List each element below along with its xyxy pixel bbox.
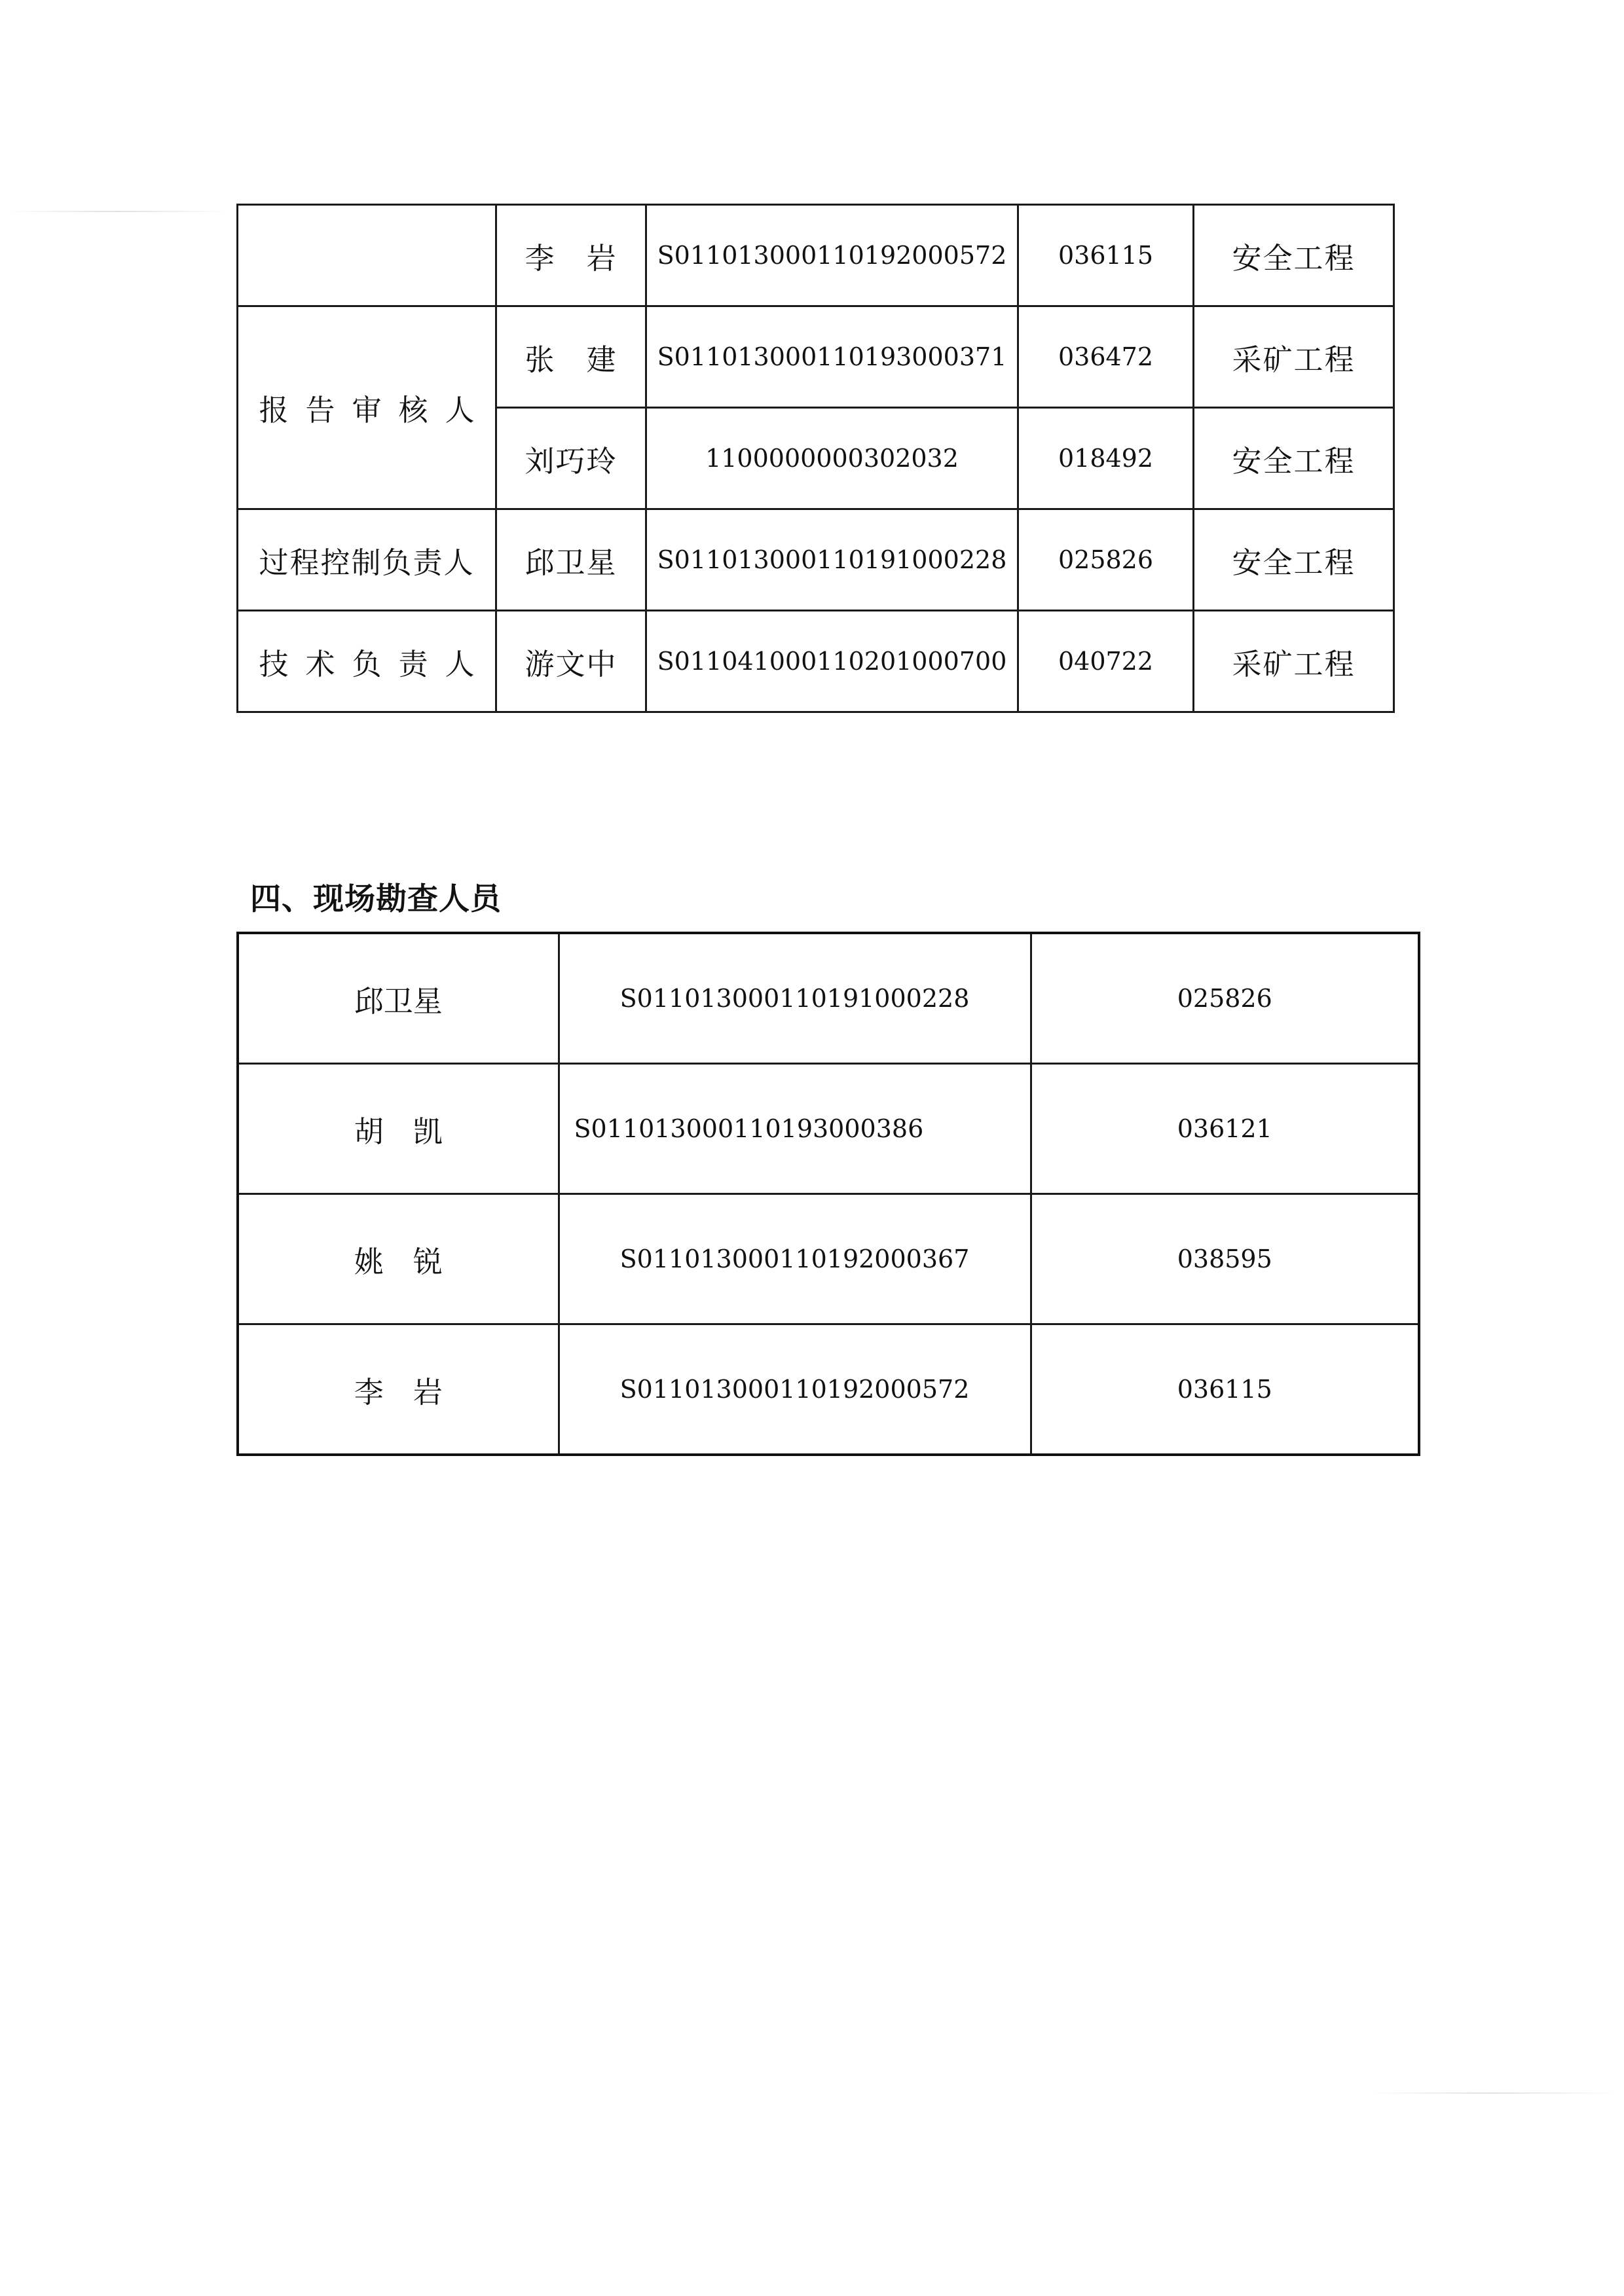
role-cell: 过程控制负责人 xyxy=(238,509,496,611)
name-cell: 李 岩 xyxy=(496,205,646,306)
table-row xyxy=(238,306,1394,408)
major-cell: 采矿工程 xyxy=(1194,611,1394,712)
table-row xyxy=(238,509,1394,611)
major-cell: 安全工程 xyxy=(1194,408,1394,509)
major-cell: 采矿工程 xyxy=(1194,306,1394,408)
certificate-number-cell: 025826 xyxy=(1031,933,1419,1064)
registration-code-cell: S011041000110201000700 xyxy=(646,611,1018,712)
certificate-number-cell: 018492 xyxy=(1018,408,1194,509)
certificate-number-cell: 036472 xyxy=(1018,306,1194,408)
registration-code-cell: 1100000000302032 xyxy=(646,408,1018,509)
scan-artifact-top xyxy=(7,211,229,212)
registration-code-cell: S011013000110191000228 xyxy=(646,509,1018,611)
registration-code-cell: S011013000110192000367 xyxy=(559,1194,1031,1324)
registration-code-cell: S011013000110193000371 xyxy=(646,306,1018,408)
registration-code-cell: S011013000110191000228 xyxy=(559,933,1031,1064)
name-cell: 邱卫星 xyxy=(238,933,559,1064)
table-row xyxy=(238,611,1394,712)
registration-code-cell: S011013000110193000386 xyxy=(559,1064,1031,1194)
name-cell: 姚 锐 xyxy=(238,1194,559,1324)
table-row xyxy=(238,1064,1419,1194)
table-row xyxy=(238,205,1394,306)
report-personnel-table xyxy=(236,204,1395,713)
table-row xyxy=(238,1324,1419,1455)
name-cell: 张 建 xyxy=(496,306,646,408)
name-cell: 李 岩 xyxy=(238,1324,559,1455)
name-cell: 游文中 xyxy=(496,611,646,712)
certificate-number-cell: 036115 xyxy=(1018,205,1194,306)
certificate-number-cell: 040722 xyxy=(1018,611,1194,712)
name-cell: 邱卫星 xyxy=(496,509,646,611)
section-heading: 四、现场勘查人员 xyxy=(250,881,502,917)
site-survey-personnel-table xyxy=(236,932,1420,1456)
name-cell: 刘巧玲 xyxy=(496,408,646,509)
major-cell: 安全工程 xyxy=(1194,509,1394,611)
scan-artifact-bottom xyxy=(1369,2092,1617,2094)
role-cell: 技术负责人 xyxy=(238,611,496,712)
registration-code-cell: S011013000110192000572 xyxy=(559,1324,1031,1455)
table-row xyxy=(238,933,1419,1064)
table-row xyxy=(238,1194,1419,1324)
certificate-number-cell: 036121 xyxy=(1031,1064,1419,1194)
role-cell xyxy=(238,205,496,306)
major-cell: 安全工程 xyxy=(1194,205,1394,306)
certificate-number-cell: 038595 xyxy=(1031,1194,1419,1324)
name-cell: 胡 凯 xyxy=(238,1064,559,1194)
certificate-number-cell: 025826 xyxy=(1018,509,1194,611)
certificate-number-cell: 036115 xyxy=(1031,1324,1419,1455)
role-cell: 报告审核人 xyxy=(238,306,496,509)
registration-code-cell: S011013000110192000572 xyxy=(646,205,1018,306)
